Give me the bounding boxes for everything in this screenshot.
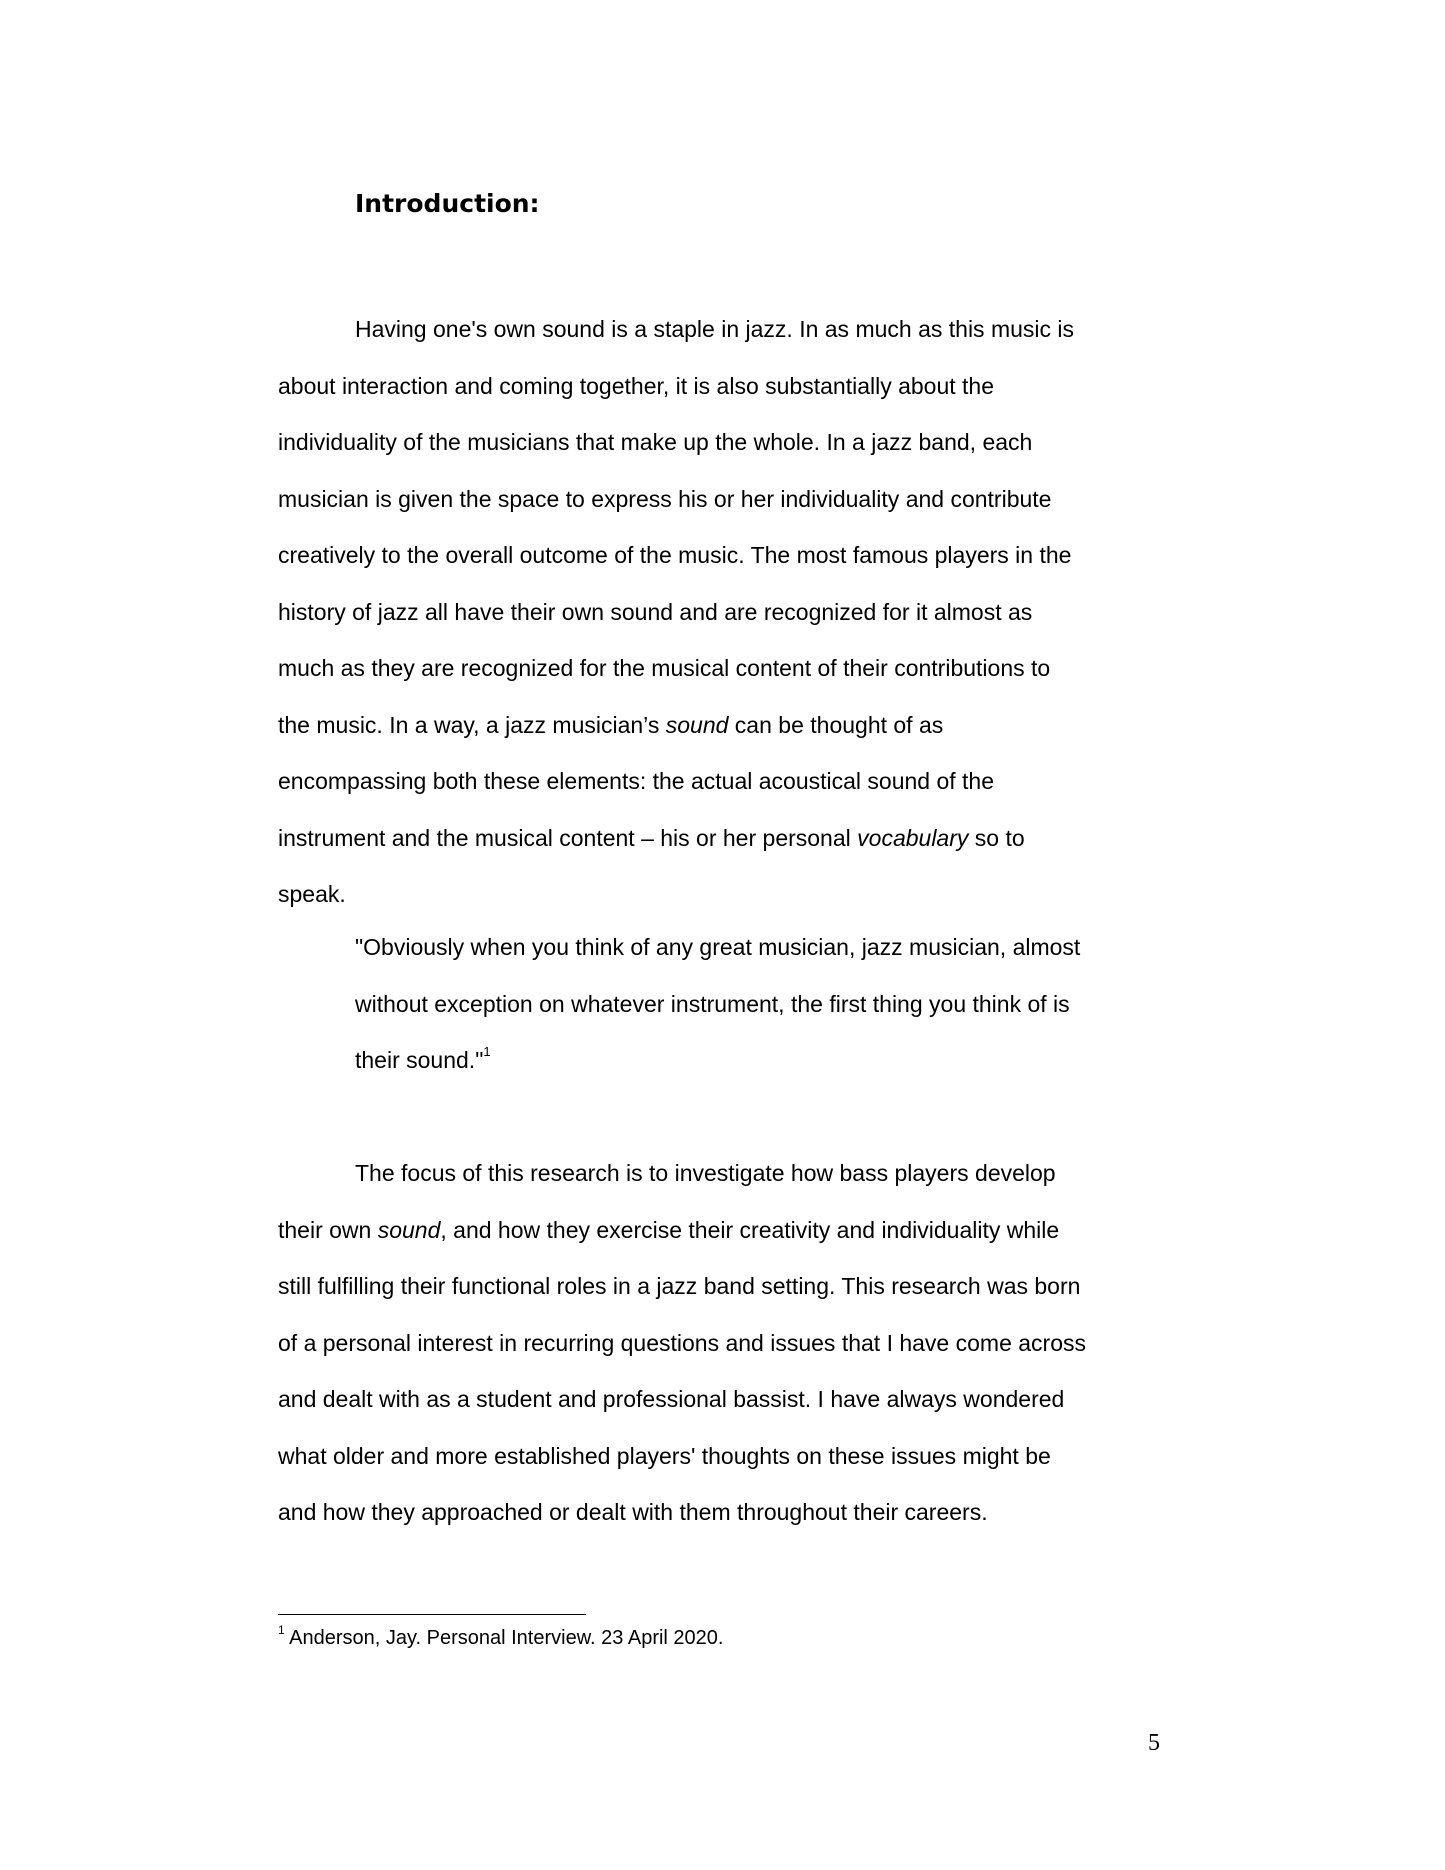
footnote-marker: 1 xyxy=(278,1623,285,1638)
page-number: 5 xyxy=(1148,1730,1160,1756)
footnote-text: Anderson, Jay. Personal Interview. 23 April 2020. xyxy=(284,1627,724,1649)
emphasis-vocabulary: vocabulary xyxy=(857,824,969,851)
paragraph-line: encompassing both these elements: the actual acoustical sound of the xyxy=(278,768,995,794)
paragraph-line: musician is given the space to express his or her individuality and contribute xyxy=(278,485,1052,512)
quote-line: "Obviously when you think of any great musician, jazz musician, almost xyxy=(355,934,1081,960)
paragraph-line: and how they approached or dealt with them throughout their careers. xyxy=(278,1499,988,1525)
footnote xyxy=(278,1623,723,1653)
paragraph-line: still fulfilling their functional roles in a jazz band setting. This research was born xyxy=(278,1273,1081,1299)
emphasis-sound: sound xyxy=(377,1216,441,1243)
paragraph-line: Having one's own sound is a staple in jazz. In as much as this music is xyxy=(355,316,1075,342)
paragraph-line: their own sound, and how they exercise their creativity and individuality while xyxy=(278,1216,1060,1243)
section-heading: Introduction: xyxy=(355,189,540,218)
paragraph-line: speak. xyxy=(278,881,346,907)
paragraph-line: what older and more established players' thoughts on these issues might be xyxy=(278,1442,1051,1469)
quote-line: without exception on whatever instrument, the first thing you think of is xyxy=(355,990,1070,1017)
paragraph-line: creatively to the overall outcome of the music. The most famous players in the xyxy=(278,542,1072,568)
paragraph-line: The focus of this research is to investigate how bass players develop xyxy=(355,1160,1056,1186)
paragraph-line: instrument and the musical content – his or her personal vocabulary so to xyxy=(278,824,1025,851)
body-paragraph-1 xyxy=(278,301,1178,923)
footnote-reference[interactable]: 1 xyxy=(483,1044,491,1060)
paragraph-line: about interaction and coming together, it is also substantially about the xyxy=(278,372,995,399)
paragraph-line: individuality of the musicians that make up the whole. In a jazz band, each xyxy=(278,429,1033,455)
emphasis-sound: sound xyxy=(665,711,729,738)
block-quote xyxy=(355,919,1175,1089)
paragraph-line: much as they are recognized for the musical content of their contributions to xyxy=(278,655,1051,681)
paragraph-line: and dealt with as a student and professional bassist. I have always wondered xyxy=(278,1386,1065,1412)
quote-line: their sound."$^1$ xyxy=(355,1044,491,1073)
paragraph-line: of a personal interest in recurring questions and issues that I have come across xyxy=(278,1329,1086,1356)
paragraph-line: the music. In a way, a jazz musician’s sound can be thought of as xyxy=(278,711,944,738)
footnote-separator xyxy=(278,1614,586,1615)
body-paragraph-2 xyxy=(278,1145,1178,1541)
paragraph-line: history of jazz all have their own sound and are recognized for it almost as xyxy=(278,598,1033,625)
